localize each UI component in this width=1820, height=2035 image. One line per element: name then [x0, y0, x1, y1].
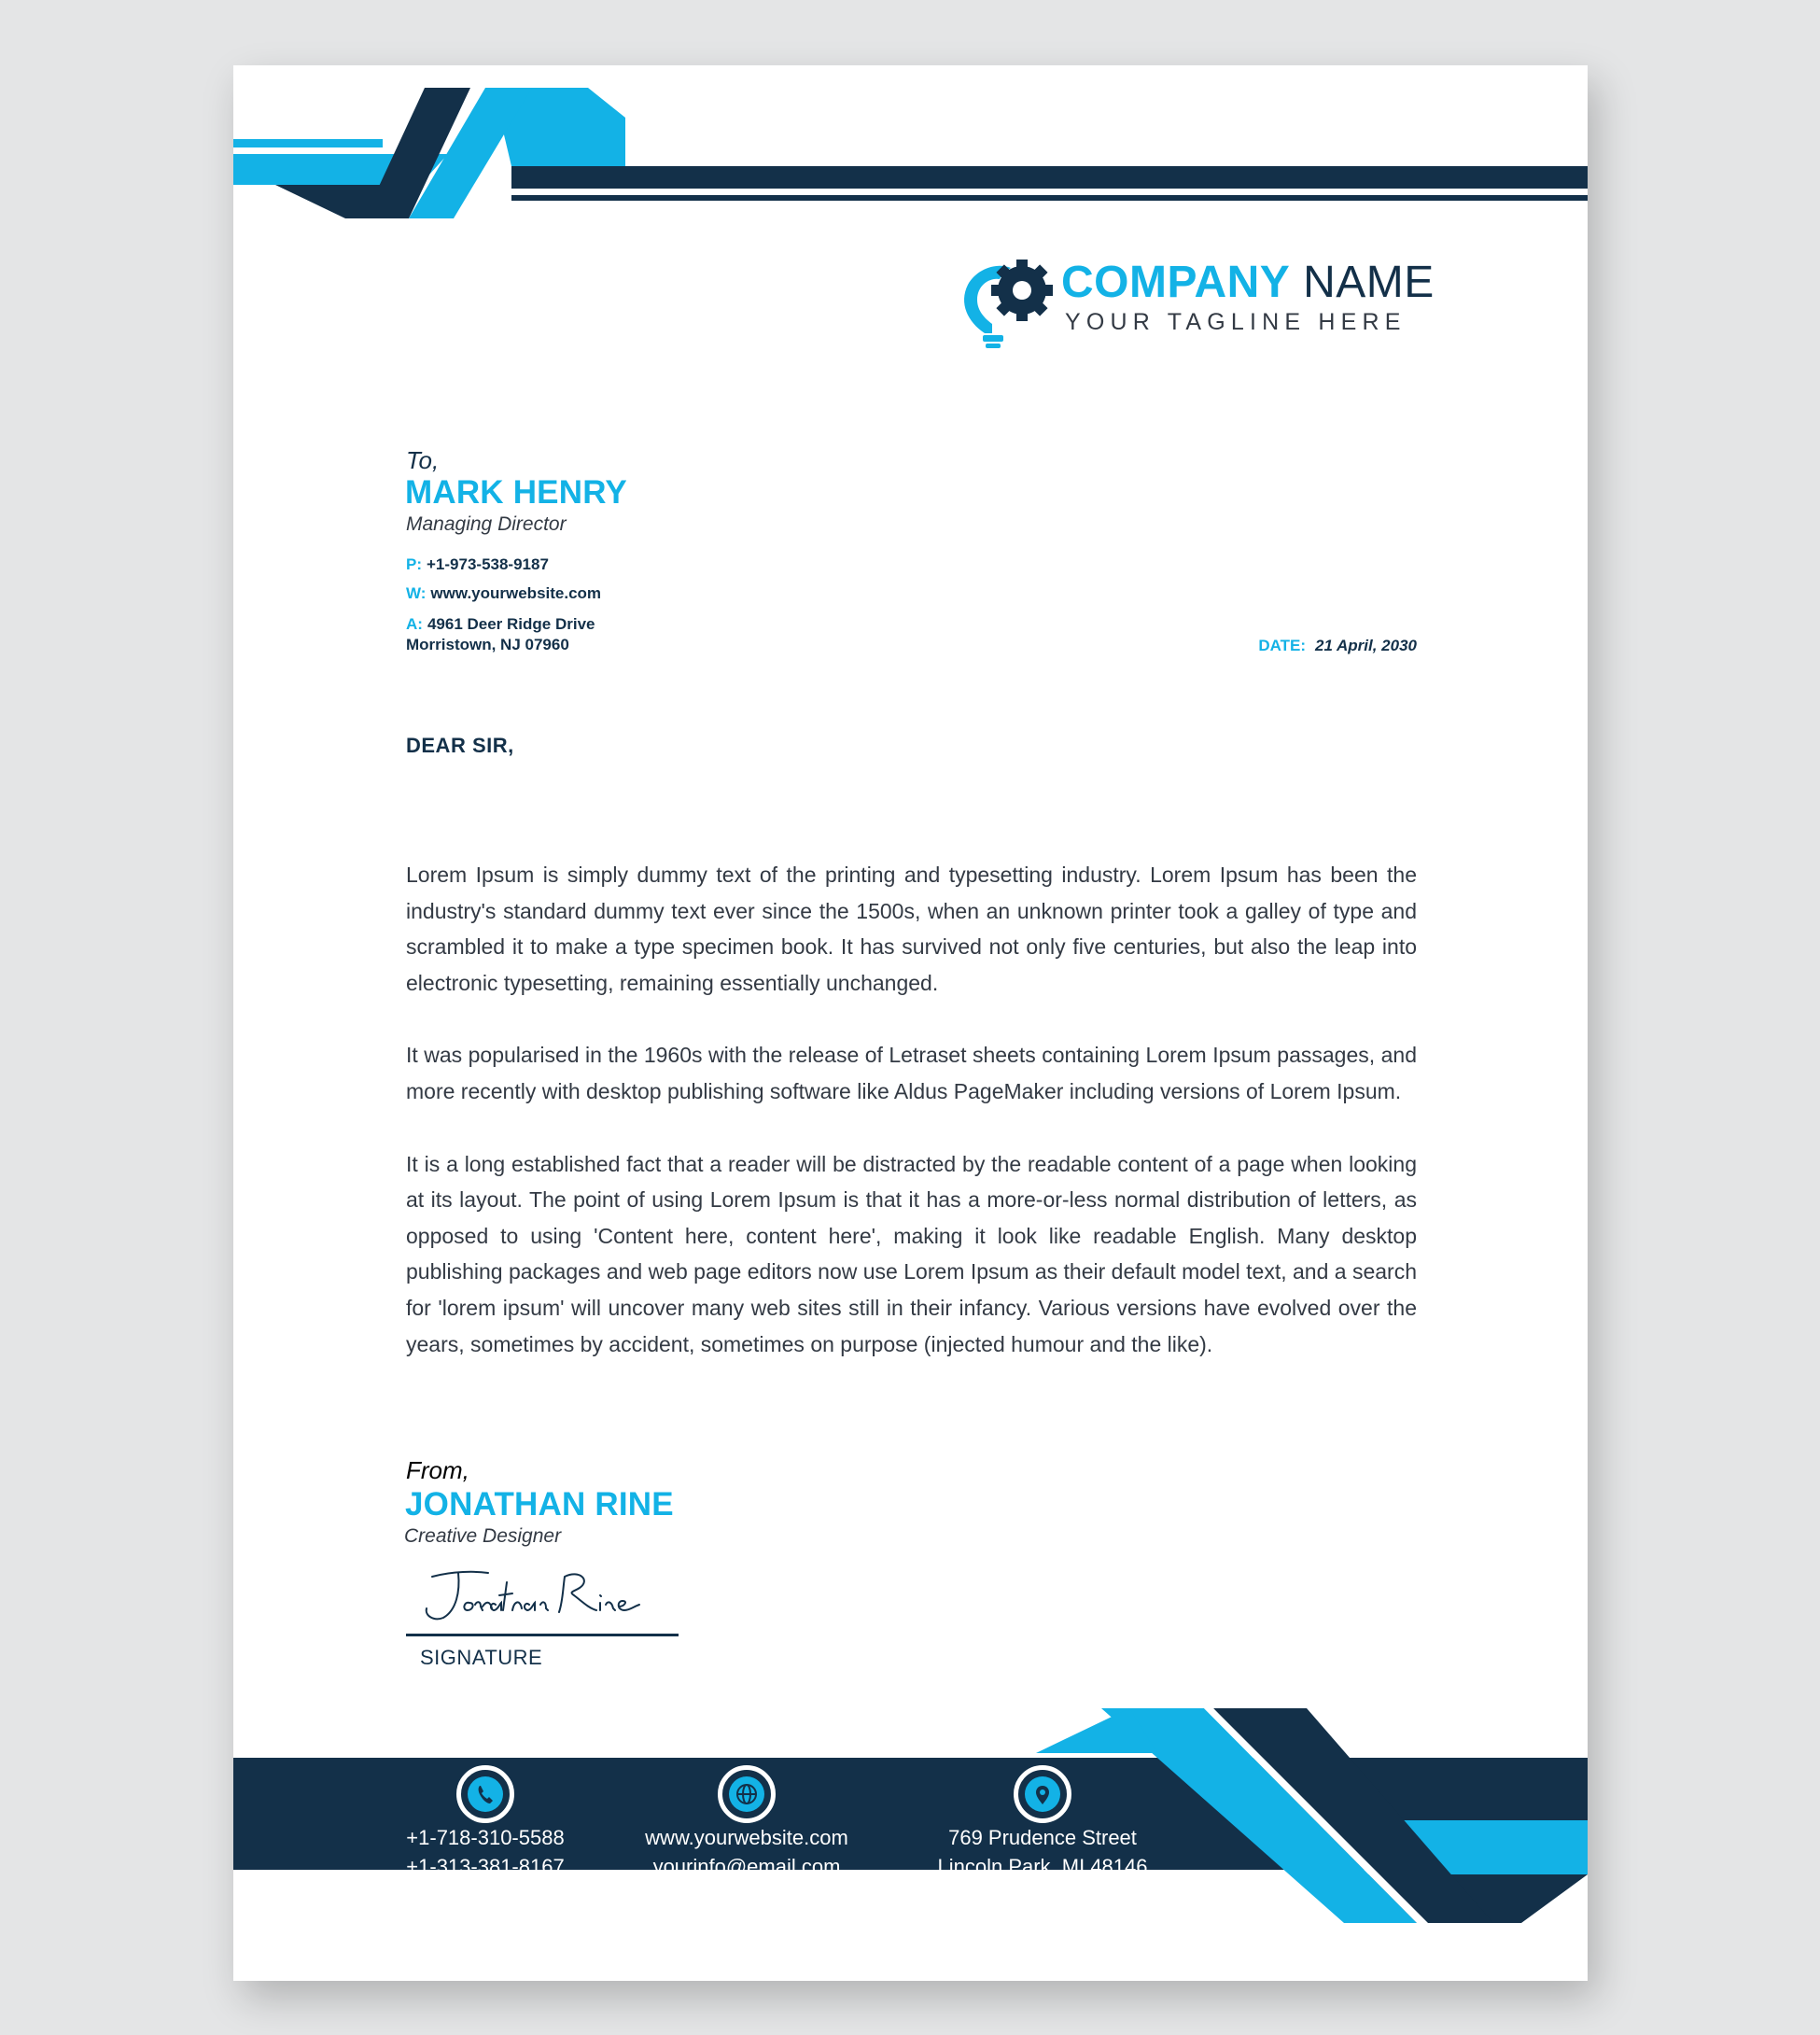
body-paragraph-2: It was popularised in the 1960s with the release of Letraset sheets containing Lorem Ipsum passages, and more recently with desktop publishing software like Aldus PageMaker including versions of Lorem Ipsum.: [406, 1043, 1417, 1103]
web-key: W:: [406, 584, 427, 602]
recipient-website-value: www.yourwebsite.com: [430, 584, 602, 602]
handwritten-signature: [415, 1564, 658, 1629]
date-value: 21 April, 2030: [1315, 637, 1417, 654]
company-name-light: NAME: [1303, 258, 1435, 307]
footer-website: www.yourwebsite.com: [645, 1826, 848, 1849]
company-tagline: YOUR TAGLINE HERE: [1065, 309, 1407, 335]
location-pin-icon: [1014, 1765, 1071, 1823]
sender-from-label: From,: [406, 1456, 469, 1484]
body-paragraph-3: It is a long established fact that a reader will be distracted by the readable content of a page when looking at its layout. The point of using Lorem Ipsum is that it has a more-or-less normal distribution of letters, as opposed to using 'Content here, content here', making it look like readable English. Many desktop publishing packages and web page editors now use Lorem Ipsum as their default model text, and a search for 'lorem ipsum' will uncover many web sites still in their infancy. Various versions have evolved over the years, sometimes by accident, sometimes on purpose (injected humour and the like).: [406, 1151, 1417, 1356]
recipient-address-line2: Morristown, NJ 07960: [406, 636, 569, 653]
recipient-title: Managing Director: [406, 513, 567, 535]
recipient-name: MARK HENRY: [405, 474, 627, 511]
footer-address-line2: Lincoln Park, MI 48146: [937, 1855, 1148, 1878]
recipient-address-line1: 4961 Deer Ridge Drive: [427, 615, 595, 633]
recipient-phone: [406, 554, 549, 575]
signature-line: [406, 1634, 679, 1636]
footer-phone: [383, 1823, 588, 1881]
signature-label: SIGNATURE: [420, 1646, 543, 1669]
footer-email: yourinfo@email.com: [652, 1855, 841, 1878]
sender-name: JONATHAN RINE: [405, 1486, 674, 1523]
recipient-phone-value: +1-973-538-9187: [427, 555, 549, 573]
recipient-address: [406, 614, 595, 655]
recipient-to-label: To,: [406, 446, 440, 474]
globe-icon: [718, 1765, 776, 1823]
body-paragraph-1: Lorem Ipsum is simply dummy text of the printing and typesetting industry. Lorem Ipsum has been the industry's standard dummy text ever since the 1500s, when an unknown printer took a galley of type and scrambled it to make a type specimen book. It has survived not only five centuries, but also the leap into electronic typesetting, remaining essentially unchanged.: [406, 863, 1417, 995]
phone-key: P:: [406, 555, 422, 573]
date-label: DATE:: [1258, 637, 1306, 654]
letterhead-page: [233, 65, 1588, 1981]
footer-web: [625, 1823, 868, 1881]
company-name: [1061, 257, 1435, 308]
company-name-bold: COMPANY: [1061, 258, 1291, 307]
header-accent-thin-line: [233, 139, 383, 147]
lightbulb-gear-icon: [957, 257, 1054, 350]
phone-icon: [456, 1765, 514, 1823]
header-navy-thin-line: [511, 195, 1588, 201]
company-logo: [957, 257, 1433, 364]
footer-phone-line1: +1-718-310-5588: [406, 1826, 565, 1849]
letter-body: [406, 857, 1417, 1398]
footer-phone-line2: +1-313-381-8167: [406, 1855, 565, 1878]
address-key: A:: [406, 615, 423, 633]
footer-address: [912, 1823, 1173, 1881]
recipient-website: [406, 583, 601, 604]
salutation: DEAR SIR,: [406, 734, 514, 757]
letter-date: [1258, 636, 1417, 656]
sender-title: Creative Designer: [404, 1525, 562, 1547]
header-navy-bar: [511, 166, 1588, 189]
footer-address-line1: 769 Prudence Street: [948, 1826, 1137, 1849]
